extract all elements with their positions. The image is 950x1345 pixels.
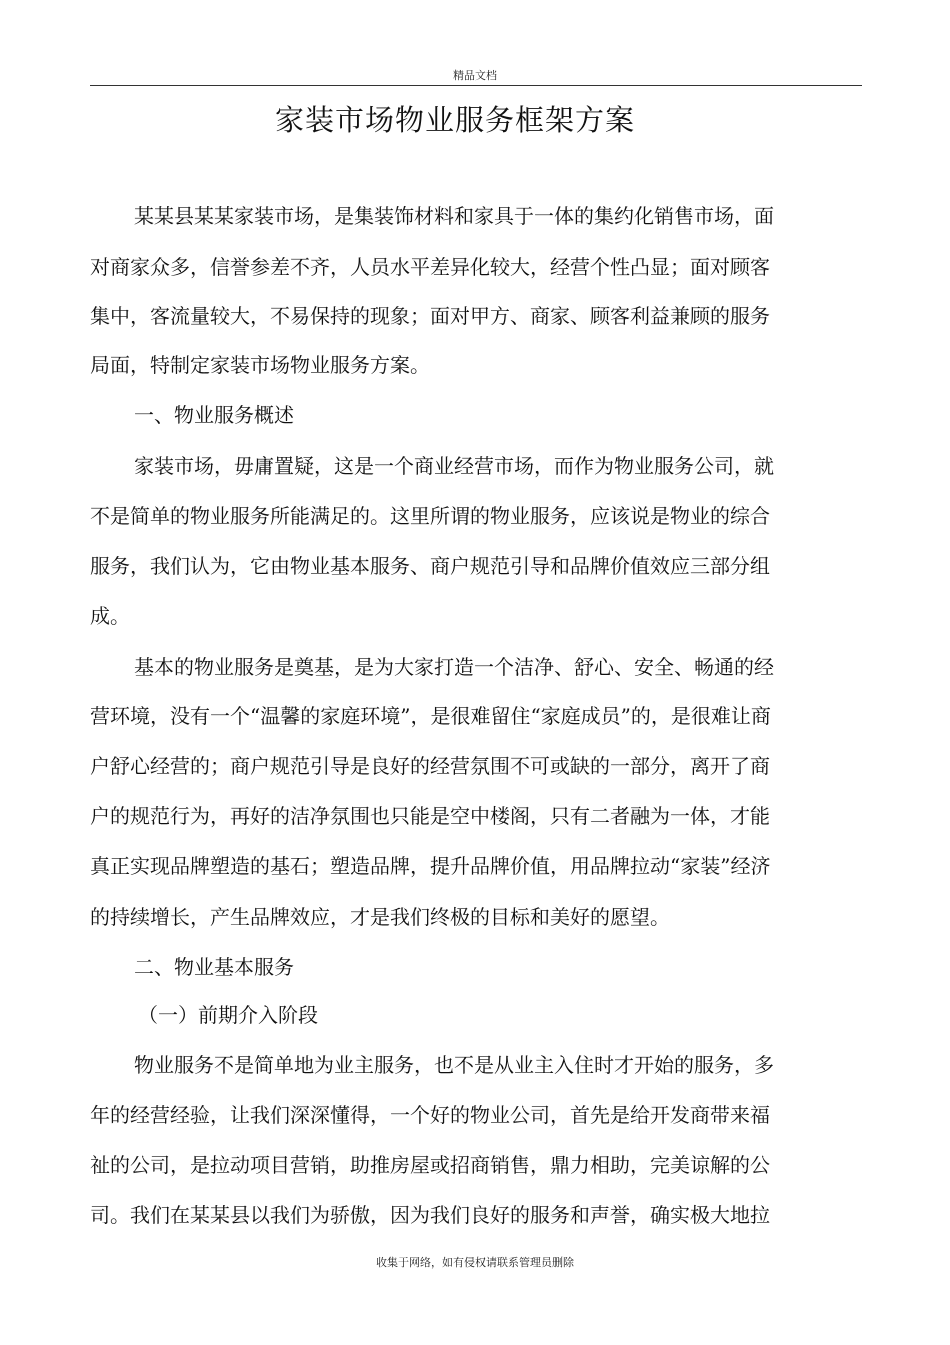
section-heading: 二、物业基本服务 bbox=[134, 955, 294, 979]
document-title: 家装市场物业服务框架方案 bbox=[274, 103, 635, 137]
section-heading: 一、物业服务概述 bbox=[134, 403, 294, 427]
paragraph-line: 司。我们在某某县以我们为骄傲，因为我们良好的服务和声誉，确实极大地拉 bbox=[90, 1203, 770, 1227]
paragraph-line: 户的规范行为，再好的洁净氛围也只能是空中楼阁，只有二者融为一体，才能 bbox=[90, 804, 770, 828]
paragraph-line: 的持续增长，产生品牌效应，才是我们终极的目标和美好的愿望。 bbox=[90, 905, 670, 929]
subsection-heading: （一）前期介入阶段 bbox=[138, 1003, 318, 1027]
paragraph-line: 对商家众多，信誉参差不齐，人员水平差异化较大，经营个性凸显；面对顾客 bbox=[90, 255, 770, 279]
paragraph-line: 服务，我们认为，它由物业基本服务、商户规范引导和品牌价值效应三部分组 bbox=[90, 554, 770, 578]
paragraph-line: 家装市场，毋庸置疑，这是一个商业经营市场，而作为物业服务公司，就 bbox=[134, 454, 774, 478]
paragraph-line: 不是简单的物业服务所能满足的。这里所谓的物业服务，应该说是物业的综合 bbox=[90, 504, 770, 528]
paragraph-line: 真正实现品牌塑造的基石；塑造品牌，提升品牌价值，用品牌拉动“家装”经济 bbox=[90, 854, 771, 878]
paragraph-line: 户舒心经营的；商户规范引导是良好的经营氛围不可或缺的一部分，离开了商 bbox=[90, 754, 770, 778]
paragraph-line: 某某县某某家装市场，是集装饰材料和家具于一体的集约化销售市场，面 bbox=[134, 204, 774, 228]
paragraph-line: 祉的公司，是拉动项目营销，助推房屋或招商销售，鼎力相助，完美谅解的公 bbox=[90, 1153, 770, 1177]
paragraph-line: 集中，客流量较大，不易保持的现象；面对甲方、商家、顾客利益兼顾的服务 bbox=[90, 304, 770, 328]
page-header: 精品文档 bbox=[453, 69, 497, 82]
paragraph-line: 营环境，没有一个“温馨的家庭环境”，是很难留住“家庭成员”的，是很难让商 bbox=[90, 704, 771, 728]
paragraph-line: 基本的物业服务是奠基，是为大家打造一个洁净、舒心、安全、畅通的经 bbox=[134, 655, 774, 679]
page-footer: 收集于网络，如有侵权请联系管理员删除 bbox=[376, 1256, 574, 1269]
header-divider bbox=[90, 85, 862, 86]
paragraph-line: 物业服务不是简单地为业主服务，也不是从业主入住时才开始的服务，多 bbox=[134, 1053, 774, 1077]
paragraph-line: 局面，特制定家装市场物业服务方案。 bbox=[90, 353, 430, 377]
paragraph-line: 成。 bbox=[90, 604, 130, 628]
paragraph-line: 年的经营经验，让我们深深懂得，一个好的物业公司，首先是给开发商带来福 bbox=[90, 1103, 770, 1127]
